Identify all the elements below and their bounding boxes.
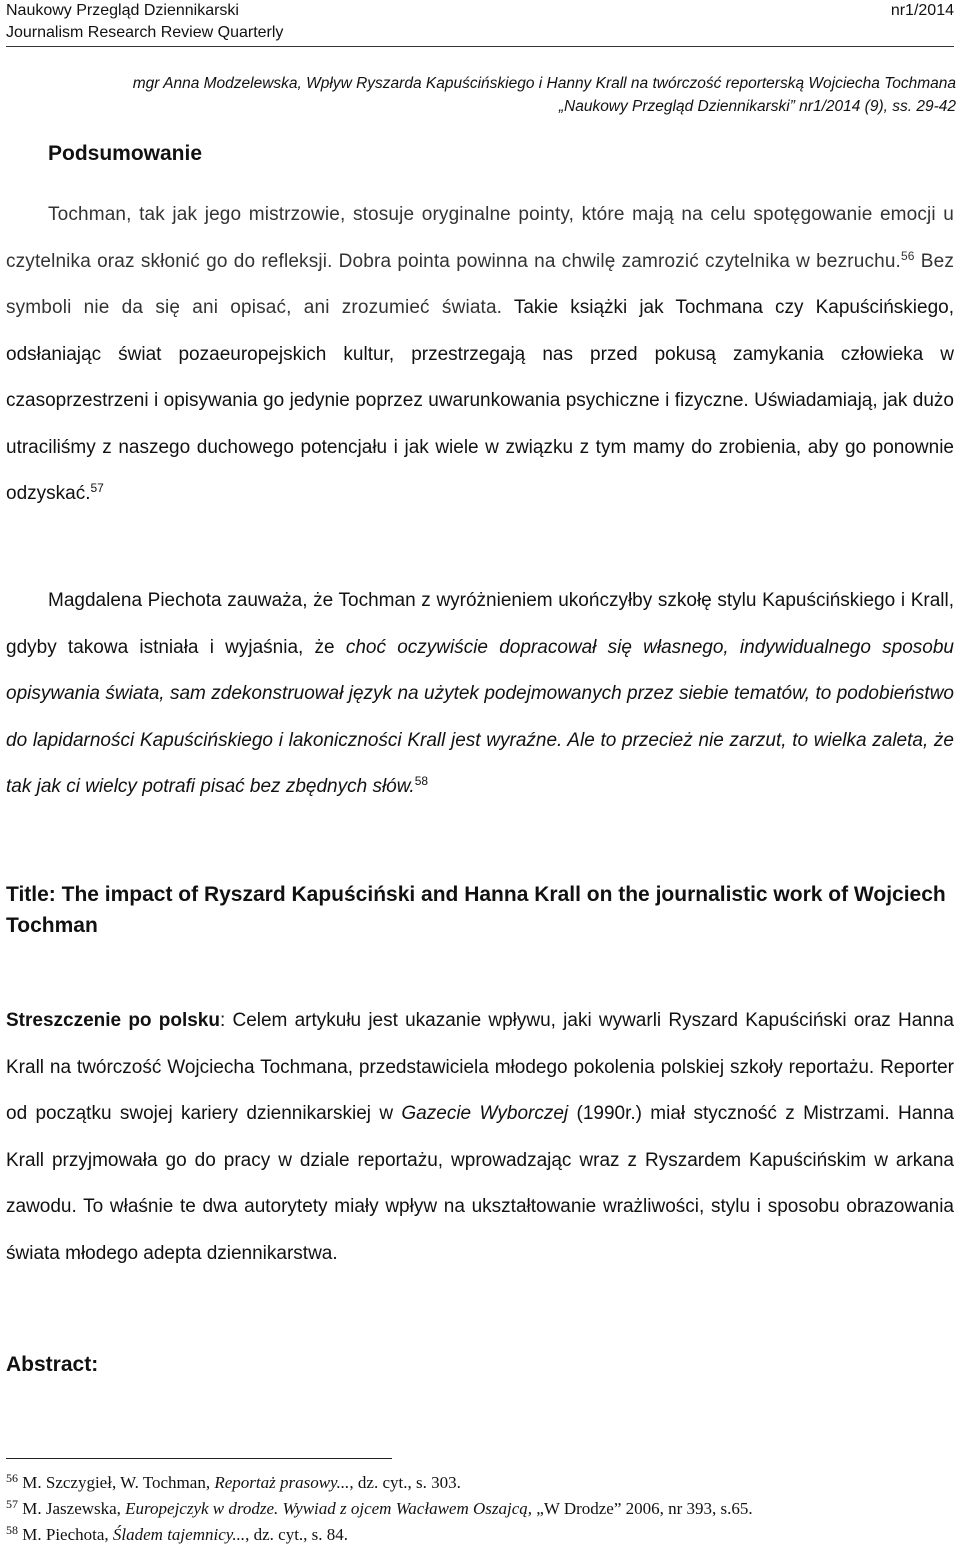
footnote-italic: Europejczyk w drodze. Wywiad z ojcem Wacławem Oszajcą, (125, 1499, 533, 1518)
footnote-56 (6, 1470, 954, 1496)
streszczenie-paragraph (6, 998, 954, 1277)
section-heading-summary: Podsumowanie (48, 142, 203, 165)
citation-line-1: mgr Anna Modzelewska, Wpływ Ryszarda Kapuścińskiego i Hanny Krall na twórczość reporterską Wojciecha Tochmana (132, 75, 956, 92)
footnote-divider (6, 1458, 392, 1459)
article-citation (6, 72, 956, 118)
journal-name-pl: Naukowy Przegląd Dziennikarski (6, 2, 239, 19)
footnote-number: 57 (6, 1497, 18, 1511)
footnote-text: , dz. cyt., s. 303. (349, 1473, 461, 1492)
footnote-number: 56 (6, 1471, 18, 1485)
footnote-italic: Śladem tajemnicy... (112, 1525, 246, 1544)
summary-paragraph-2 (6, 578, 954, 811)
header-divider (6, 46, 954, 47)
footnote-italic: Reportaż prasowy... (214, 1473, 350, 1492)
footnote-ref-58[interactable]: 58 (414, 774, 429, 788)
footnote-ref-56[interactable]: 56 (900, 248, 915, 263)
summary-paragraph-1 (6, 192, 954, 518)
footnote-ref-57[interactable]: 57 (90, 481, 104, 495)
summary-text-1c: Takie książki jak Tochmana czy Kapuścińskiego, odsłaniając świat pozaeuropejskich kultur, przestrzegają nas przed pokusą zamykania człowieka w czasoprzestrzeni i opisywania go jedynie poprzez uwarunkowania psychiczne i fizyczne. Uświadamiają, jak dużo utraciliśmy z naszego duchowego potencjału i jak wiele w związku z tym mamy do zrobienia, aby go ponownie odzyskać. (6, 297, 954, 504)
summary-text-1b: Bez symboli nie da się ani opisać, ani zrozumieć świata. (6, 250, 954, 318)
streszczenie-text-a: Celem artykułu jest ukazanie wpływu, jaki wywarli Ryszard Kapuściński oraz Hanna Krall na twórczość Wojciecha Tochmana, przedstawiciela młodego pokolenia polskiej szkoły reportażu. Reporter od początku swojej kariery dziennikarskiej w (6, 1010, 954, 1124)
footnote-number: 58 (6, 1523, 18, 1537)
summary-text-1a: Tochman, tak jak jego mistrzowie, stosuje oryginalne pointy, które mają na celu spotęgowanie emocji u czytelnika oraz skłonić go do refleksji. Dobra pointa powinna na chwilę zamrozić czytelnika w bezruchu. (6, 204, 954, 272)
footnote-57 (6, 1496, 954, 1522)
summary-text-2a: Magdalena Piechota zauważa, że Tochman z wyróżnieniem ukończyłby szkołę stylu Kapuścińskiego i Krall, gdyby takowa istniała i wyjaśnia, że (6, 590, 954, 658)
summary-quote-italic: choć oczywiście dopracował się własnego, indywidualnego sposobu opisywania świata, sam zdekonstruował język na użytek podejmowanych przez siebie tematów, to podobieństwo do lapidarności Kapuścińskiego i lakoniczności Krall jest wyraźne. Ale to przecież nie zarzut, to wielka zaleta, że tak jak ci wielcy potrafi pisać bez zbędnych słów. (6, 636, 954, 797)
journal-name-en: Journalism Research Review Quarterly (6, 24, 284, 41)
english-title: Title: The impact of Ryszard Kapuściński and Hanna Krall on the journalistic work of Wojciech Tochman (6, 883, 946, 937)
abstract-label: Abstract: (6, 1353, 99, 1376)
footnote-text: „W Drodze” 2006, nr 393, s.65. (532, 1499, 753, 1518)
running-header (6, 0, 954, 44)
footnote-text: M. Jaszewska, (22, 1499, 126, 1518)
streszczenie-text-b: (1990r.) miał styczność z Mistrzami. Hanna Krall przyjmowała go do pracy w dziale reportażu, wprowadzając wraz z Ryszardem Kapuścińskim w arkana zawodu. To właśnie te dwa autorytety miały wpływ na ukształtowanie wrażliwości, stylu i sposobu obrazowania świata młodego adepta dziennikarstwa. (6, 1103, 954, 1264)
issue-number: nr1/2014 (890, 2, 954, 19)
streszczenie-colon: : (219, 1010, 226, 1031)
footnote-58 (6, 1522, 954, 1548)
streszczenie-label: Streszczenie po polsku (6, 1010, 220, 1031)
footnote-text: , dz. cyt., s. 84. (245, 1525, 349, 1544)
citation-line-2: „Naukowy Przegląd Dziennikarski” nr1/2014 (9), ss. 29-42 (558, 98, 956, 115)
streszczenie-italic: Gazecie Wyborczej (401, 1103, 569, 1124)
footnote-text: M. Szczygieł, W. Tochman, (22, 1473, 215, 1492)
footnote-text: M. Piechota, (22, 1525, 113, 1544)
footnotes (6, 1470, 954, 1548)
